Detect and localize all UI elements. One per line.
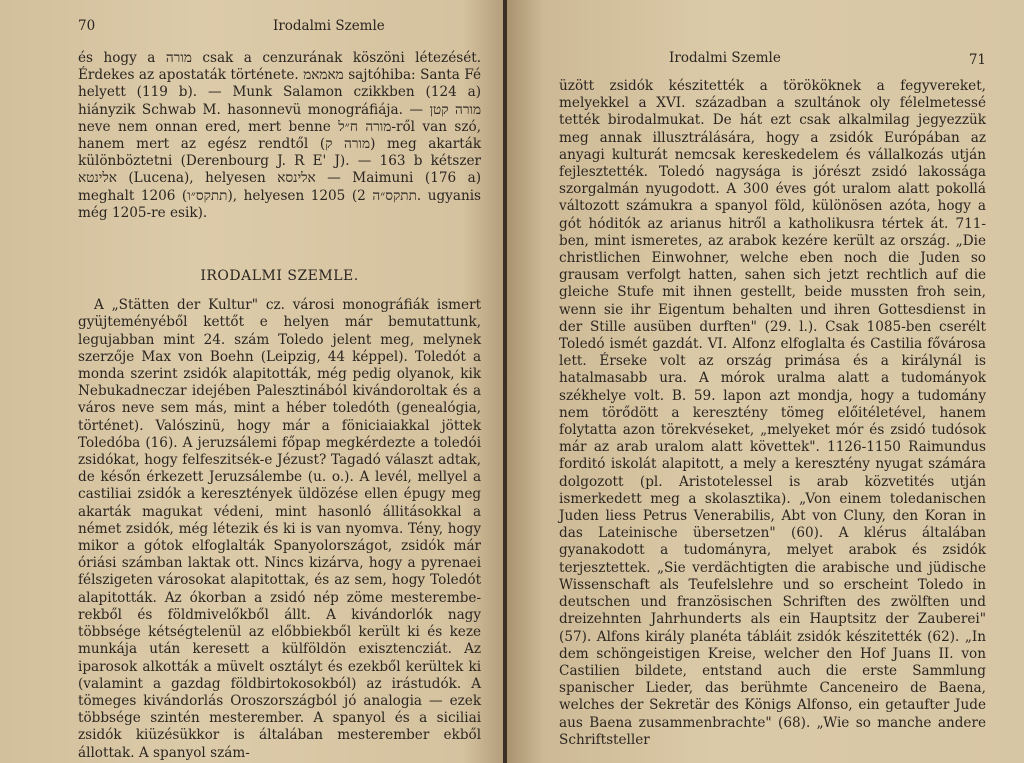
- page-number: 70: [78, 18, 96, 34]
- paragraph: és hogy a מורה csak a cenzurának köszöni létezését. Érdekes az apostaták története. מאמאמ sajtóhiba: Santa Fé helyett (119 b). — Munk Salamon czikkben (124 a) hiányzik Schwab M. hasonnevü monográfiája. — מורה קטן neve nem onnan ered, mert benne מורה ח״ל-ről van szó, hanem mert az egész rendtől (מורה ק) meg akarták különböztetni (Derenbourg J. R E' J). — 163 b kétszer אלינטא (Lucena), helyesen אלינסא — Maimuni (176 a) meghalt 1206 (תתקס״ו), helyesen 1205 (תתקס״ה 2. ugyanis még 1205-re esik).: [78, 50, 482, 221]
- paragraph: üzött zsidók készitették a törököknek a fegyvereket, melyekkel a XVI. században a szultánok oly félelmetessé tették birodalmukat. De hát ezt csak alkalmilag jegyezzük meg annak illusztrálására, hogy a zsidók Európában az anyagi kulturát nemcsak kereskedelem és vállalkozás utján fejlesztették. Toledó nagysága is jórészt zsidó lakossága szorgalmán nyugodott. A 300 éves gót uralom alatt pokollá változott számukra a spanyol föld, különösen azóta, hogy a gót hóditók az arianus hitről a katholikusra tértek át. 711-ben, mint ismeretes, az arabok kezére került az ország. „Die christlichen Einwohner, welche eben noch die Juden so grausam verfolgt hatten, sahen sich jetzt rechtlich auf die gleiche Stufe mit ihnen gestellt, beide mussten froh sein, wenn sie ihr Eigentum behalten und ihren Gottesdienst in der Stille ausüben durften" (29. l.). Csak 1085-ben cserélt Toledó ismét gazdát. VI. Alfonz elfoglalta és Castilia fővárosa lett. Érseke volt az ország primása és a királynál is hatalmasabb ura. A mórok uralma alatt a tudományok székhelye volt. B. 59. lapon azt mondja, hogy a tudomány nem törődött a keresztény tömeg előitéletével, hanem folytatta azon törekvéseket, „melyeket mór és zsidó tudósok már az arab uralom alatt követtek". 1126-1150 Raimundus forditó iskolát alapitott, a mely a keresztény nyugat számára dolgozott (pl. Aristotelessel is arab közvetités utján ismerkedett meg a skolasztika). „Von einem toledanischen Juden liess Petrus Venerabilis, Abt von Cluny, den Koran in das Lateinische übersetzen" (60). A klérus általában gyanakodott a tudományra, melyet arabok és zsidók terjesztettek. „Sie verdächtigten die arabische und jüdische Wissenschaft als Teufelslehre und so erscheint Toledo in deutschen und französischen Schriften des zwölften und dreizehnten Jahrhunderts als ein Hauptsitz der Zauberei" (57). Alfons király planéta tábláit zsidók készitették (62). „In dem schöngeistigen Kreise, welcher den Hof Juans II. von Castilien bildete, entstand auch die erste Sammlung spanischer Lieder, das berühmte Canceneiro de Baena, welches der Sekretär des Königs Alfonso, ein getaufter Jude aus Baena zusammenbrachte" (68). „Wie so manche andere Schriftsteller: [559, 78, 986, 748]
- page-number: 71: [968, 52, 986, 68]
- left-page: [0, 0, 503, 763]
- left-body: [78, 50, 481, 762]
- running-title: Irodalmi Szemle: [273, 18, 385, 34]
- right-page: [507, 0, 1024, 763]
- right-body: [559, 78, 986, 749]
- left-page-header: [78, 18, 481, 44]
- section-title: IRODALMI SZEMLE.: [200, 268, 359, 285]
- right-page-header: [559, 18, 986, 78]
- running-title: Irodalmi Szemle: [669, 50, 781, 66]
- paragraph: A „Stätten der Kultur" cz. városi monográfiák ismert gyüjteményéből kettőt e helyen már bemutattunk, legujabban mint 24. szám Toledo jelent meg, melynek szerzője Max von Boehn (Leipzig, 44 képpel). Toledót a monda szerint zsidók alapitották, még pedig olyanok, kik Nebukadneczar idejében Palesztinából kivándoroltak és a város neve sem más, mint a héber toledóth (genealógia, történet). Valószinü, hogy már a föniciaiakkal jöttek Toledóba (16). A jeruzsálemi főpap megkérdezte a toledói zsidókat, hogy felfeszitsék-e Jézust? Tagadó választ adtak, de későn érkezett Jeruzsálembe (u. o.). A levél, mellyel a castiliai zsidók a keresztények üldözése ellen épugy meg akarták magukat védeni, mint hasonló állitásokkal a német zsidók, még létezik és ki is van nyomva. Tény, hogy mikor a gótok elfoglalták Spanyolországot, zsidók már óriási számban laktak ott. Nincs kizárva, hogy a pyrenaei félszigeten városokat alapitottak, és az sem, hogy Toledót alapitották. Az ókorban a zsidó nép zöme mesterembe-rekből és földmivelőkből állt. A kivándorlók nagy többsége kétségtelenül az előbbiekből került ki és keze munkája után keresett a külföldön exisztencziát. Az iparosok alkották a müvelt osztályt és ezekből kerültek ki (valamint a gazdag földbirtokosokból) az irástudók. A tömeges kivándorlás Oroszországból jó analogia — ezek többsége szintén mesterember. A spanyol és a siciliai zsidók kiüzésükkor is általában mesterember ekből állottak. A spanyol szám-: [78, 297, 482, 761]
